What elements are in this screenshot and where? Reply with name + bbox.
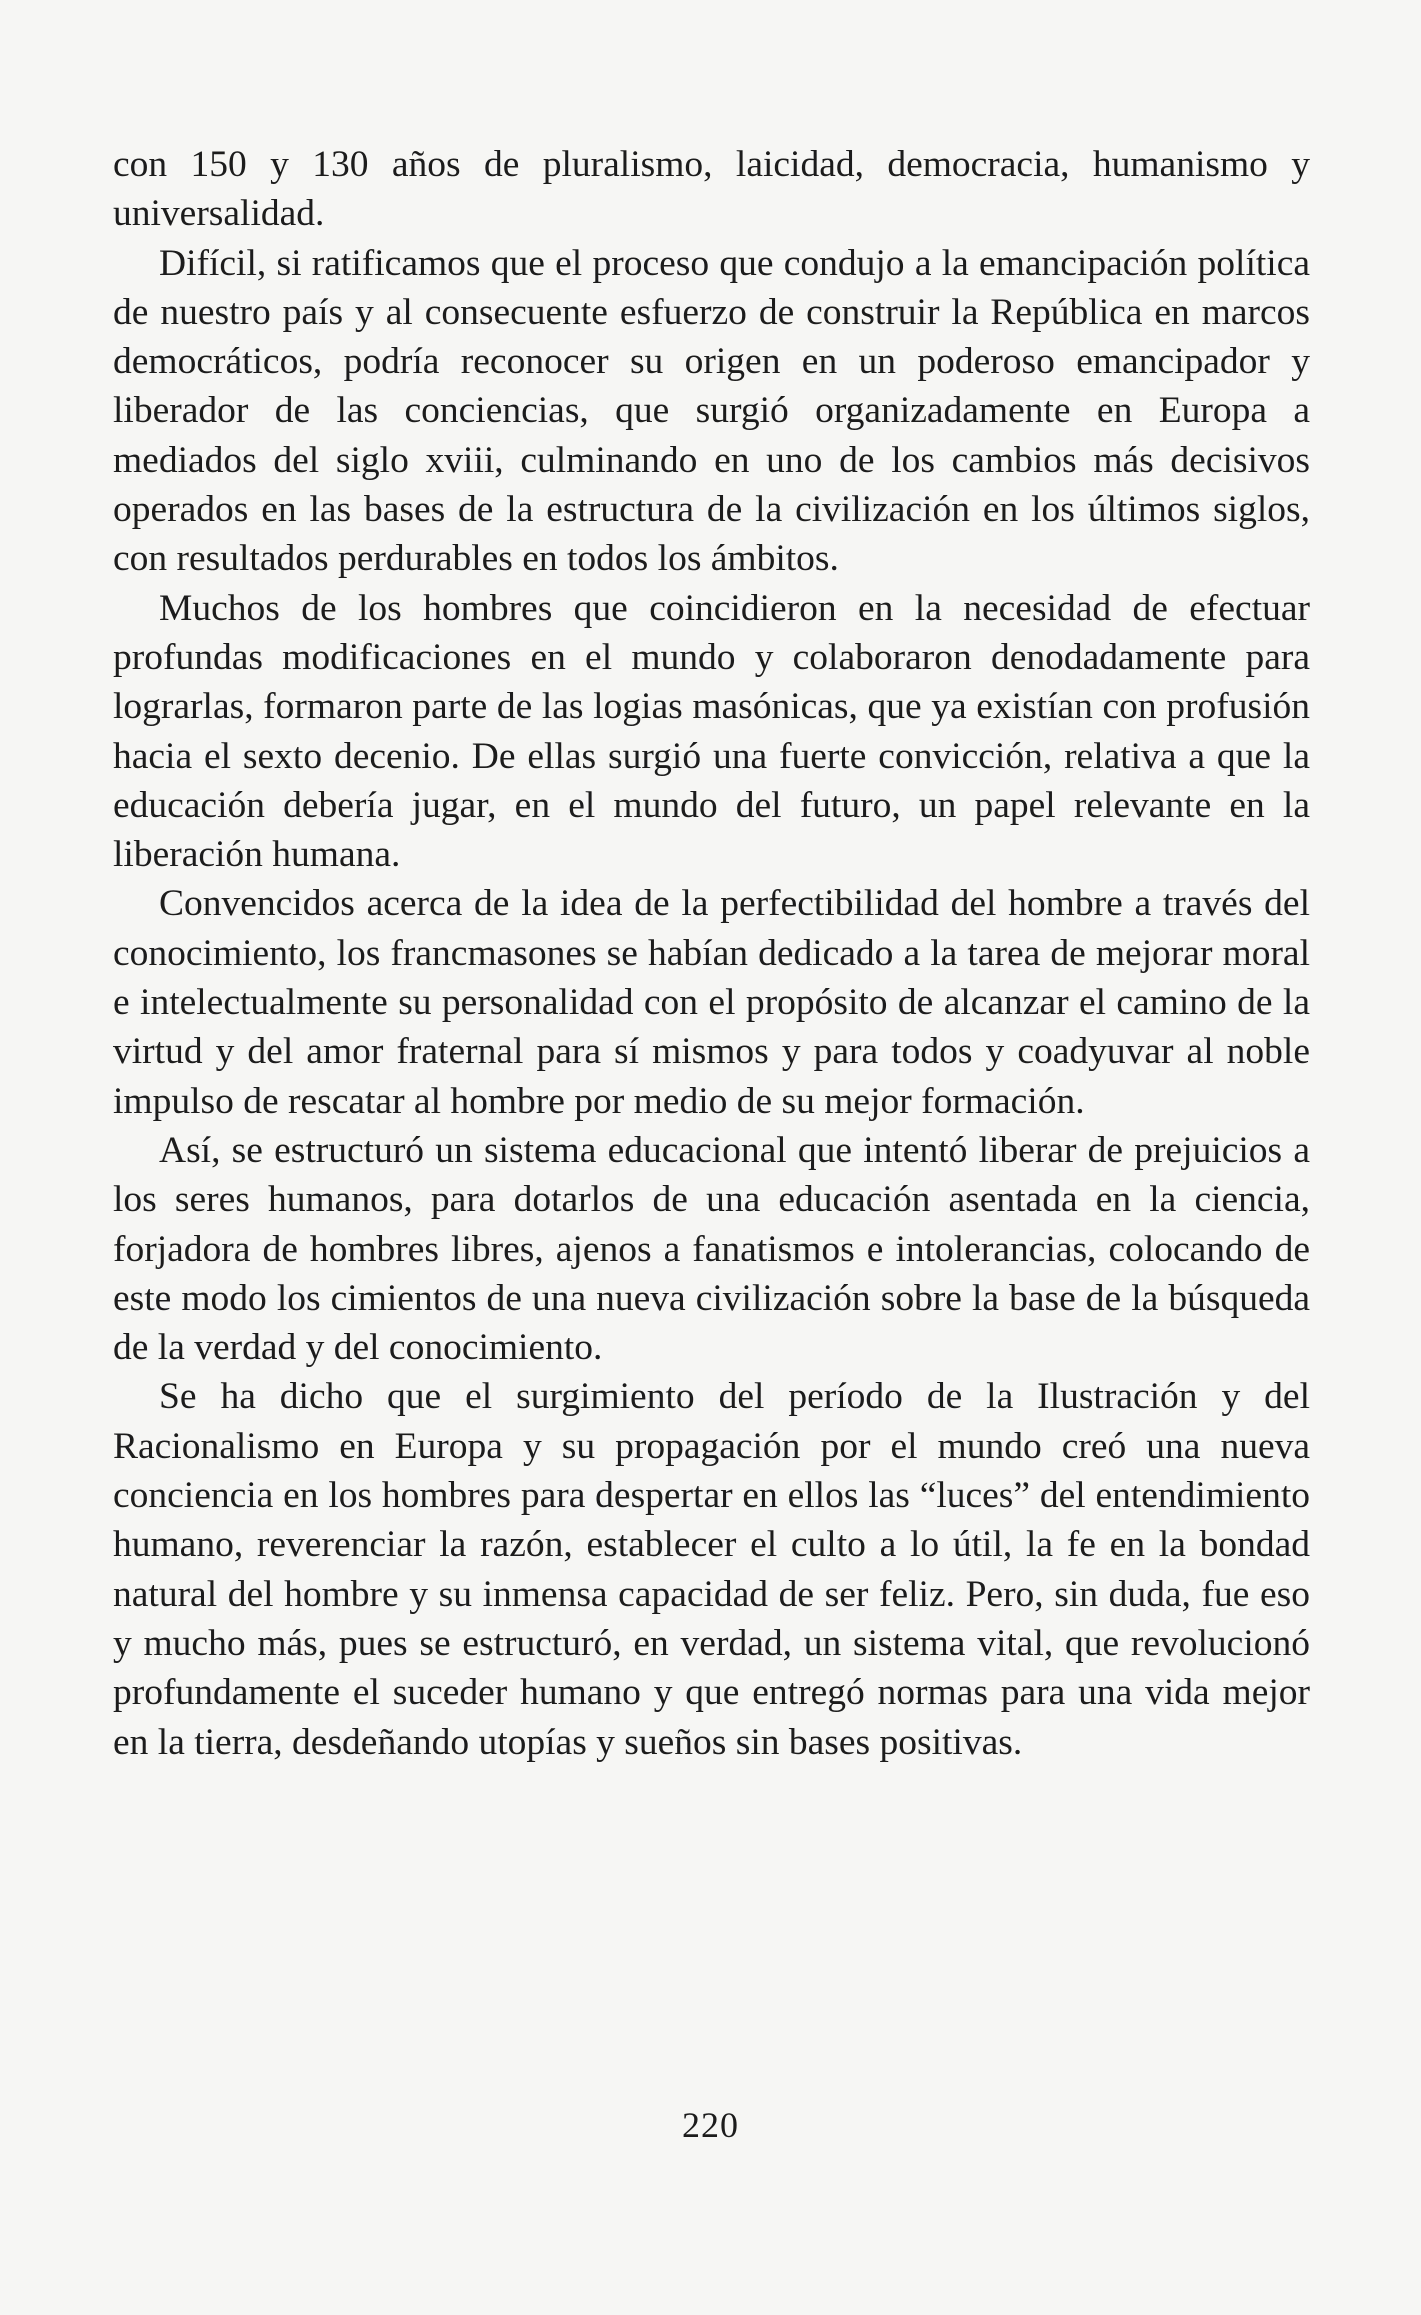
paragraph: Muchos de los hombres que coincidieron en la necesidad de efectuar profundas modificaciones en el mundo y colaboraron denodadamente para lograrlas, formaron parte de las logias masónicas, que ya existían con profusión hacia el sexto decenio. De ellas surgió una fuerte convicción, relativa a que la educación debería jugar, en el mundo del futuro, un papel relevante en la liberación humana.: [113, 587, 1310, 876]
paragraph: Difícil, si ratificamos que el proceso que condujo a la emancipación política de nuestro país y al consecuente esfuerzo de construir la República en marcos democráticos, podría reconocer su origen en un poderoso emancipador y liberador de las conciencias, que surgió organizadamente en Europa a mediados del siglo xviii, culminando en uno de los cambios más decisivos operados en las bases de la estructura de la civilización en los últimos siglos, con resultados perdurables en todos los ámbitos.: [113, 242, 1310, 580]
page-number: 220: [682, 2105, 739, 2145]
paragraph-continuation: con 150 y 130 años de pluralismo, laicidad, democracia, humanismo y universalidad.: [113, 144, 1310, 235]
paragraph: Convencidos acerca de la idea de la perfectibilidad del hombre a través del conocimiento, los francmasones se habían dedicado a la tarea de mejorar moral e intelectualmente su personalidad con el propósito de alcanzar el camino de la virtud y del amor fraternal para sí mismos y para todos y coadyuvar al noble impulso de rescatar al hombre por medio de su mejor formación.: [113, 883, 1310, 1122]
paragraph: Así, se estructuró un sistema educacional que intentó liberar de prejuicios a los seres humanos, para dotarlos de una educación asentada en la ciencia, forjadora de hombres libres, ajenos a fanatismos e intolerancias, colocando de este modo los cimientos de una nueva civilización sobre la base de la búsqueda de la verdad y del conocimiento.: [113, 1129, 1310, 1369]
body-text: [113, 140, 1310, 1767]
paragraph: Se ha dicho que el surgimiento del período de la Ilustración y del Racionalismo en Europa y su propagación por el mundo creó una nueva conciencia en los hombres para despertar en ellos las “luces” del entendimiento humano, reverenciar la razón, establecer el culto a lo útil, la fe en la bondad natural del hombre y su inmensa capacidad de ser feliz. Pero, sin duda, fue eso y mucho más, pues se estructuró, en verdad, un sistema vital, que revolucionó profundamente el suceder humano y que entregó normas para una vida mejor en la tierra, desdeñando utopías y sueños sin bases positivas.: [113, 1376, 1310, 1763]
